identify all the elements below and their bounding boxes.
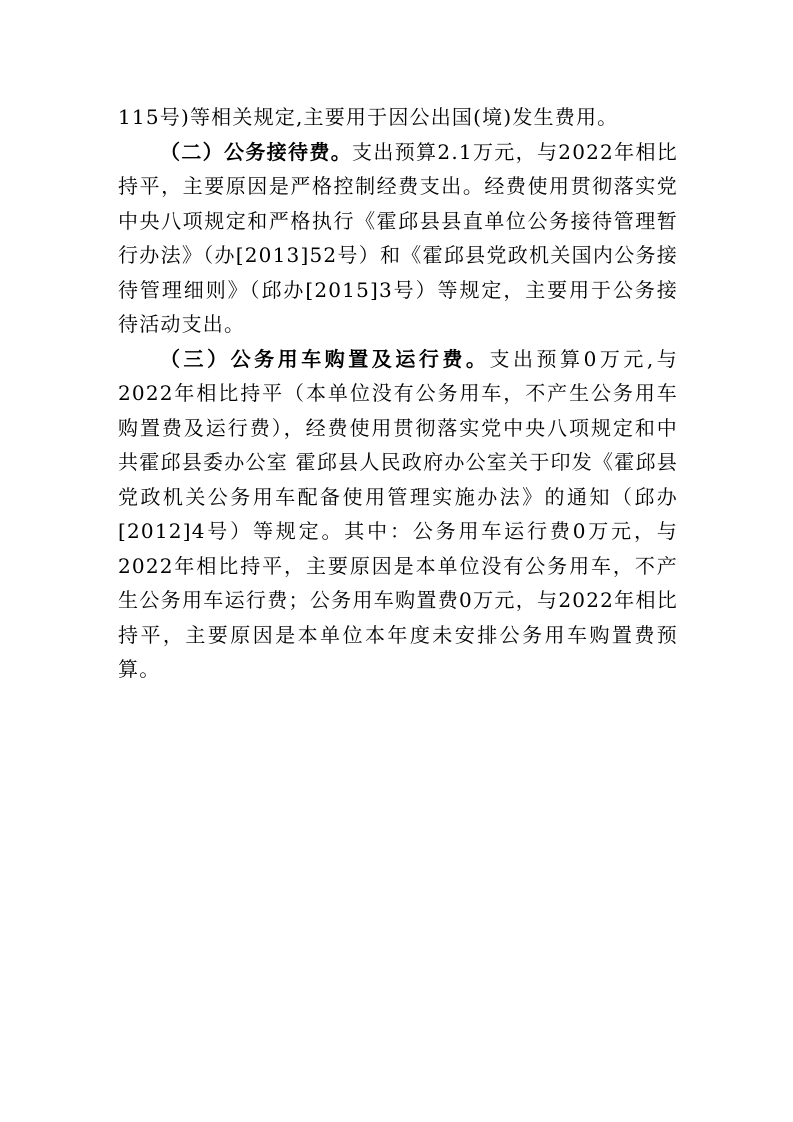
paragraph-vehicle-expenses xyxy=(118,342,678,687)
paragraph-text: 115号)等相关规定,主要用于因公出国(境)发生费用。 xyxy=(118,105,619,129)
paragraph-continuation xyxy=(118,100,678,135)
paragraph-text: 支出预算2.1万元，与2022年相比持平，主要原因是严格控制经费支出。经费使用贯彻落实党中央八项规定和严格执行《霍邱县县直单位公务接待管理暂行办法》（办[2013]52号）和《霍邱县党政机关国内公务接待管理细则》（邱办[2015]3号）等规定，主要用于公务接待活动支出。 xyxy=(118,139,678,336)
document-page xyxy=(118,100,678,687)
section-heading: （三）公务用车购置及运行费。 xyxy=(160,346,490,371)
paragraph-reception-expenses xyxy=(118,135,678,342)
section-heading: （二）公务接待费。 xyxy=(160,139,353,164)
paragraph-text: 支出预算0万元,与2022年相比持平（本单位没有公务用车，不产生公务用车购置费及运行费），经费使用贯彻落实党中央八项规定和中共霍邱县委办公室 霍邱县人民政府办公室关于印发《霍邱县党政机关公务用车配备使用管理实施办法》的通知（邱办[2012]4号）等规定。其中：公务用车运行费0万元，与2022年相比持平，主要原因是本单位没有公务用车，不产生公务用车运行费；公务用车购置费0万元，与2022年相比持平，主要原因是本单位本年度未安排公务用车购置费预算。 xyxy=(118,346,678,681)
